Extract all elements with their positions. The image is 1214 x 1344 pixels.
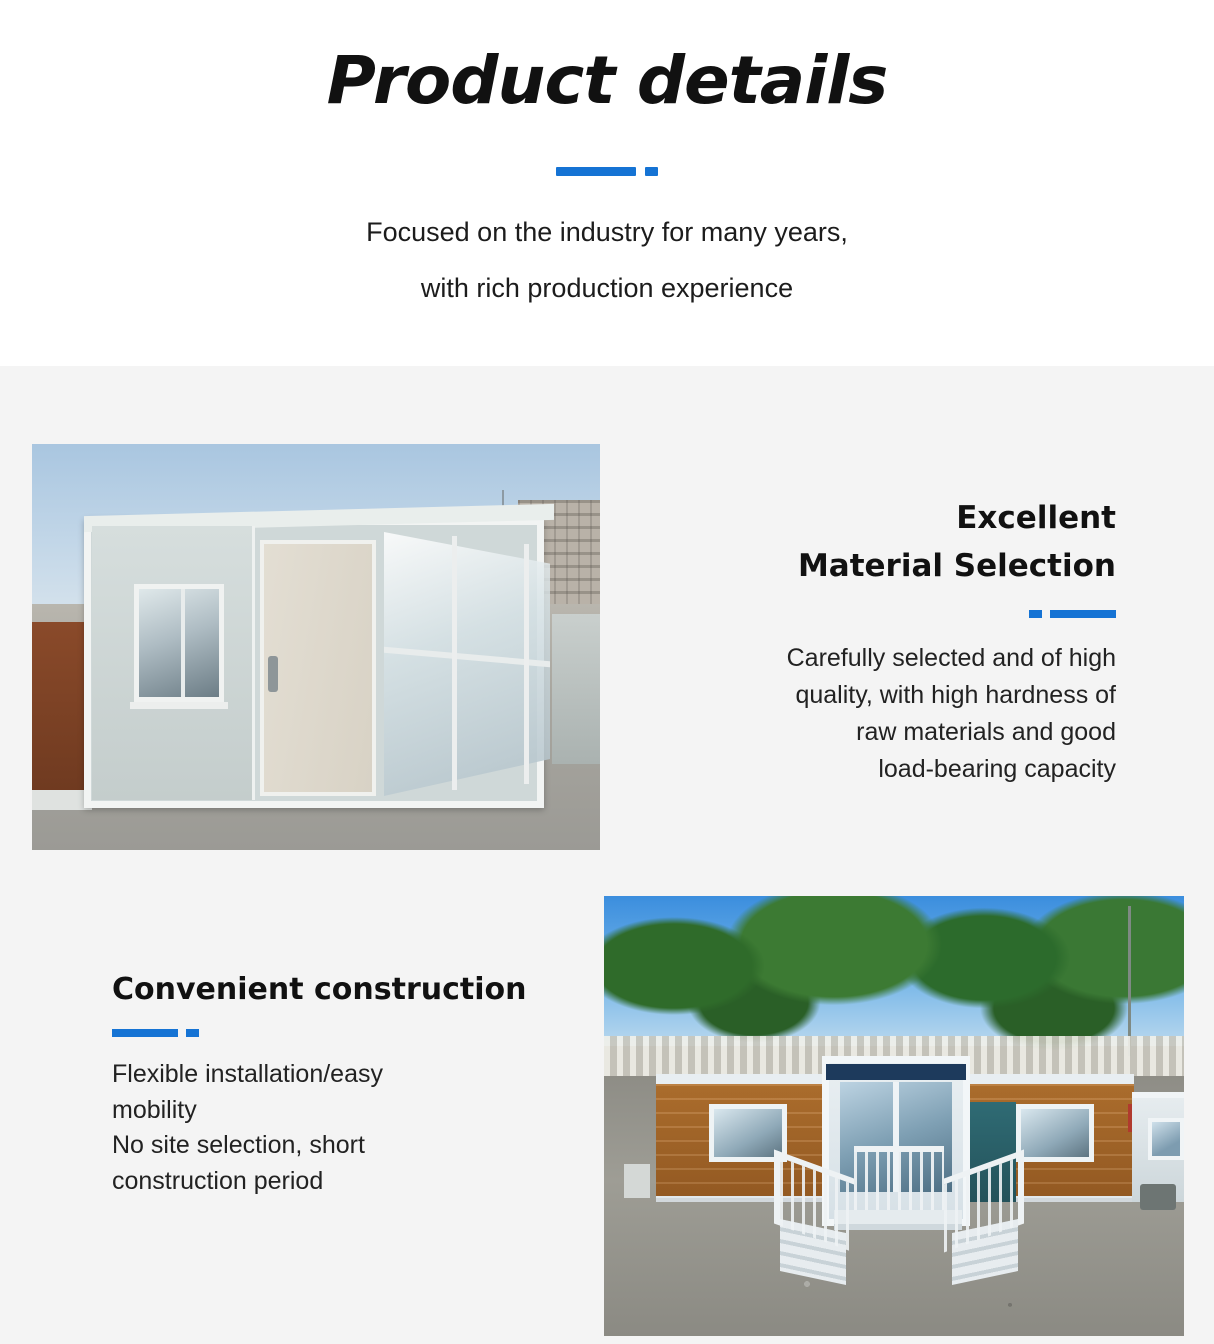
product-photo-expandable-house: [604, 896, 1184, 1336]
accent-dash-long: [112, 1029, 178, 1037]
section-body-line-3: No site selection, short: [112, 1131, 365, 1159]
accent-dash-short: [1029, 610, 1042, 618]
section-body-line-3: raw materials and good: [856, 718, 1116, 747]
accent-dash-long: [1050, 610, 1116, 618]
section-body-line-2: mobility: [112, 1095, 197, 1124]
page-subtitle-line-2: with rich production experience: [420, 273, 794, 303]
photo2-window-right: [1016, 1104, 1094, 1162]
photo2-platform-railing: [854, 1146, 944, 1216]
photo2-ground-tank: [1140, 1184, 1176, 1210]
section-body-line-4: construction period: [112, 1166, 324, 1195]
photo1-sliding-window: [134, 584, 224, 702]
photo1-window-sill: [130, 702, 228, 709]
section-body-line-4: load-bearing capacity: [878, 755, 1116, 784]
accent-dash-short: [645, 167, 658, 176]
section-body-line-2: quality, with high hardness of: [795, 681, 1116, 710]
accent-dash-long: [556, 167, 636, 176]
photo2-far-unit-window: [1148, 1118, 1184, 1160]
section-heading: Convenient construction: [112, 972, 527, 1007]
photo1-adjacent-brown-container: [32, 622, 92, 794]
page-header: [0, 0, 1214, 366]
section-body-line-1: Carefully selected and of high: [786, 644, 1116, 673]
photo1-glass-frame-vertical-1: [452, 536, 457, 790]
photo2-center-header-panel: [826, 1064, 966, 1080]
section-heading-line-2: Material Selection: [797, 548, 1116, 585]
section-material-selection: [640, 494, 1116, 788]
photo2-utility-pole: [1128, 906, 1131, 1056]
photo1-door-handle: [268, 656, 278, 692]
product-photo-container-house: [32, 444, 600, 850]
photo1-glass-frame-vertical-2: [524, 544, 529, 784]
header-accent-divider: [0, 166, 1214, 176]
page-title: Product details: [326, 42, 888, 119]
section-convenient-construction: [112, 972, 582, 1199]
page-subtitle-line-1: Focused on the industry for many years,: [366, 217, 848, 247]
section-body-line-1: Flexible installation/easy: [112, 1060, 383, 1088]
section-accent-divider: [640, 610, 1116, 618]
section-heading-line-1: Excellent: [956, 500, 1116, 536]
section-accent-divider: [112, 1029, 582, 1037]
photo2-left-equipment-box: [624, 1164, 650, 1198]
photo2-trees: [604, 896, 1184, 1056]
photo1-adjacent-gray-shed: [552, 614, 600, 764]
accent-dash-short: [186, 1029, 199, 1037]
